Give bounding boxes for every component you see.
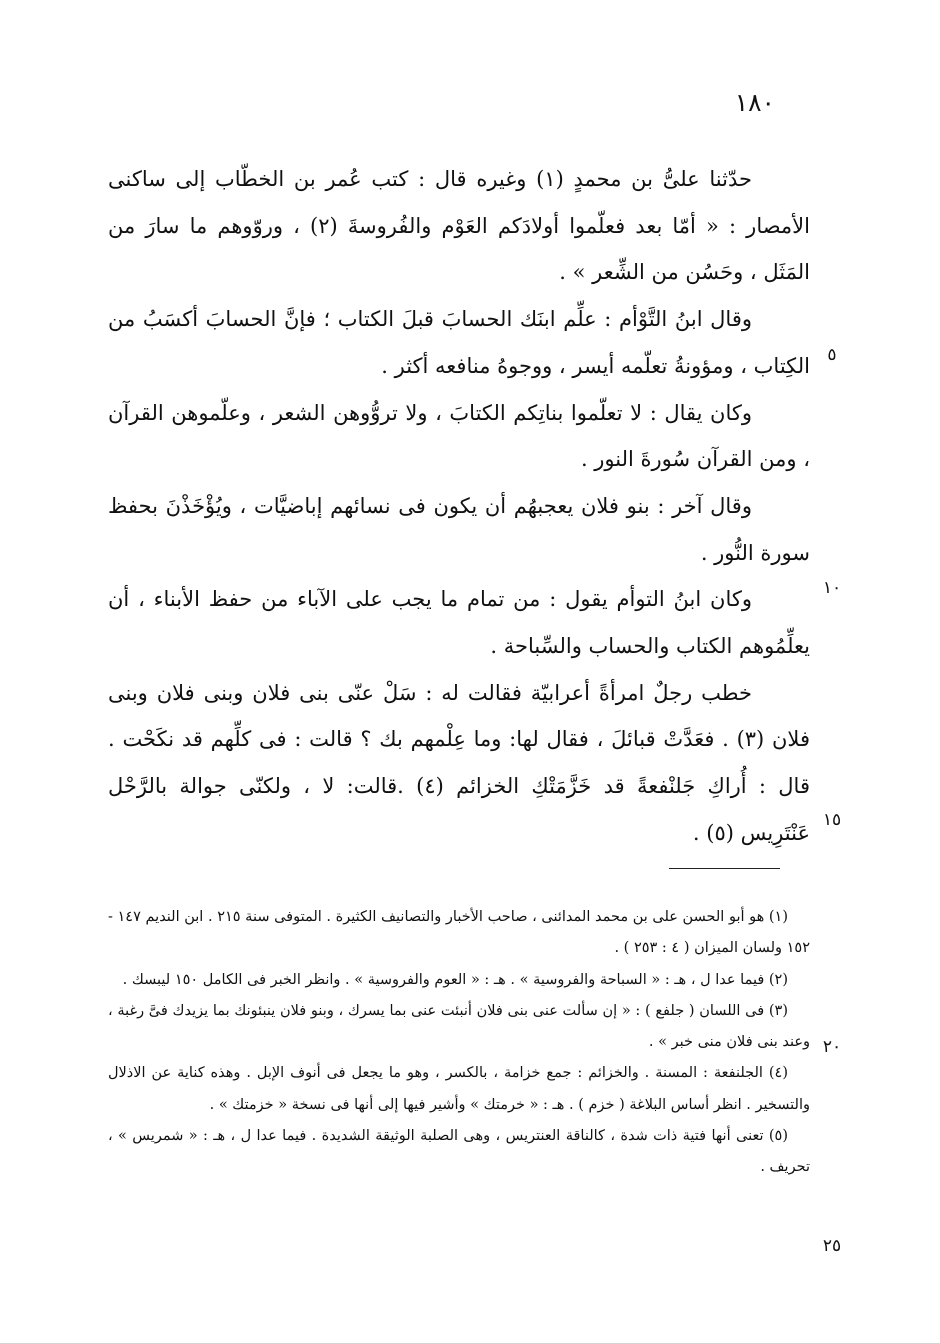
footnote: (١) هو أبو الحسن على بن محمد المدائنى ، صاحب الأخبار والتصانيف الكثيرة . المتوفى سنة ٢١٥ . ابن النديم ١٤٧ - ١٥٢ ولسان الميزان ( ٤ : ٢٥٣ ) .	[108, 909, 810, 957]
paragraph: وقال آخر : بنو فلان يعجبهُم أن يكون فى نسائهم إباضيَّات ، ويُؤْخَذْنَ بحفظ سورة النُّور .	[108, 493, 810, 565]
line-number-25: ٢٥	[822, 1236, 842, 1256]
footnote: (٣) فى اللسان ( جلفع ) : « إن سألت عنى بنى فلان أنبئت عنى بما يسرك ، وبنو فلان ينبئونك بما يزيدك فىَّ رغبة ، وعند بنى فلان منى خبر » .	[108, 1002, 810, 1051]
line-number-10: ١٠	[822, 578, 842, 598]
line-number-15: ١٥	[822, 810, 842, 830]
paragraph: وكان ابنُ التوأم يقول : من تمام ما يجب على الآباء من حفظ الأبناء ، أن يعلِّمُوهم الكتاب والحساب والسِّباحة .	[108, 587, 810, 659]
footnote: (٤) الجلنفعة : المسنة . والخزائم : جمع خزامة ، بالكسر ، وهو ما يجعل فى أنوف الإبل . وهذه كناية عن الاذلال والتسخير . انظر أساس البلاغة ( خزم ) . هـ : « خرمتك » وأشير فيها إلى أنها فى نسخة « خزمتك » .	[108, 1065, 810, 1113]
paragraph: وقال ابنُ التَّوْأم : علِّم ابنَك الحسابَ قبلَ الكتاب ؛ فإنَّ الحسابَ أكسَبُ من الكِتاب ، ومؤونةُ تعلّمه أيسر ، ووجوهُ منافعه أكثر .	[108, 307, 810, 378]
footnote: (٢) فيما عدا ل ، هـ : « السباحة والفروسية » . هـ : « العوم والفروسية » . وانظر الخبر فى الكامل ١٥٠ ليبسك .	[122, 971, 788, 988]
paragraph: وكان يقال : لا تعلّموا بناتِكم الكتابَ ، ولا تروُّوهن الشعر ، وعلّموهن القرآن ، ومن القرآن سُورةَ النور .	[108, 400, 810, 472]
footnote: (٥) تعنى أنها فتية ذات شدة ، كالناقة العنتريس ، وهى الصلبة الوثيقة الشديدة . فيما عدا ل ، هـ : « شمريس » ، تحريف .	[108, 1128, 810, 1176]
line-number-5: ٥	[827, 345, 837, 365]
footnotes	[108, 902, 810, 1184]
page-number: ١٨٠	[734, 88, 775, 117]
paragraph: حدّثنا علىُّ بن محمدٍ (١) وغيره قال : كتب عُمر بن الخطّاب إلى ساكنى الأمصار : « أمّا بعد فعلّموا أولادَكم العَوْم والفُروسةَ (٢) ، وروّوهم ما سارَ من المَثَل ، وحَسُن من الشِّعر » .	[108, 167, 810, 285]
line-number-20: ٢٠	[822, 1037, 842, 1057]
main-text	[108, 156, 810, 857]
paragraph: خطب رجلٌ امرأةً أعرابيّة فقالت له : سَلْ عنّى بنى فلان وبنى فلان وبنى فلان (٣) . فعَدَّتْ قبائلَ ، فقال لها: وما عِلْمهم بك ؟ قالت : فى كلِّهم قد نكَحْت . قال : أُراكِ جَلنْفعةً قد خَزَّمَتْكِ الخزائم (٤) .قالت: لا ، ولكنّى جوالة بالرَّحْل عَنْتَرِيس (٥) .	[108, 680, 810, 845]
footnote-rule	[669, 868, 780, 869]
